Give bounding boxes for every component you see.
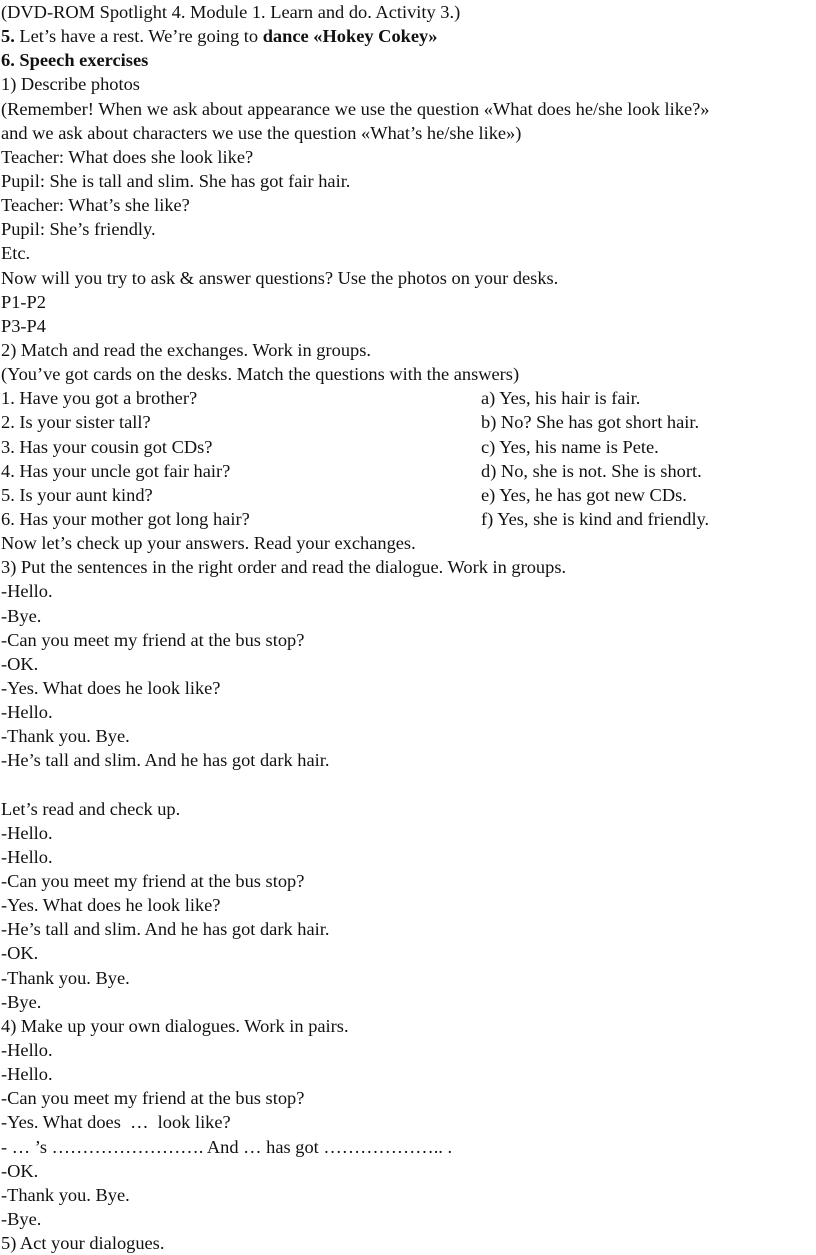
match-question: 1. Have you got a brother?	[1, 388, 198, 409]
jumbled-line: -Thank you. Bye.	[1, 726, 130, 747]
match-question: 2. Is your sister tall?	[1, 412, 151, 433]
template-line: -OK.	[1, 1160, 39, 1181]
match-answer: f) Yes, she is kind and friendly.	[481, 508, 710, 529]
blank-line	[1, 773, 816, 797]
ex2-title: 2) Match and read the exchanges. Work in groups.	[1, 339, 371, 360]
match-pair	[1, 507, 816, 531]
match-pair	[1, 483, 816, 507]
ex1-line: Pupil: She’s friendly.	[1, 219, 156, 240]
ordered-line: -Thank you. Bye.	[1, 967, 130, 988]
template-line: - … ’s ……………………. And … has got ……………….. .	[1, 1136, 453, 1157]
ex1-title: 1) Describe photos	[1, 74, 140, 95]
template-line: -Can you meet my friend at the bus stop?	[1, 1088, 305, 1109]
section-5-bold: dance «Hokey Cokey»	[262, 26, 438, 47]
section-6-title: 6. Speech exercises	[1, 50, 149, 71]
ordered-line: -Can you meet my friend at the bus stop?	[1, 871, 305, 892]
jumbled-line: -Yes. What does he look like?	[1, 677, 221, 698]
match-question: 5. Is your aunt kind?	[1, 484, 153, 505]
ordered-line: -Bye.	[1, 991, 42, 1012]
template-line: -Thank you. Bye.	[1, 1184, 130, 1205]
template-line: -Yes. What does … look like?	[1, 1112, 231, 1133]
ex3-check-title: Let’s read and check up.	[1, 798, 181, 819]
ordered-line: -Hello.	[1, 822, 53, 843]
jumbled-line: -Hello.	[1, 581, 53, 602]
ex1-note-1: (Remember! When we ask about appearance we use the question «What does he/she look like?»	[1, 98, 710, 119]
ex1-line: Now will you try to ask & answer questions? Use the photos on your desks.	[1, 267, 559, 288]
ex2-check: Now let’s check up your answers. Read your exchanges.	[1, 533, 416, 554]
ordered-line: -Hello.	[1, 846, 53, 867]
match-question: 3. Has your cousin got CDs?	[1, 436, 213, 457]
template-line: -Bye.	[1, 1209, 42, 1230]
match-answer: b) No? She has got short hair.	[481, 412, 700, 433]
ex5-title: 5) Act your dialogues.	[1, 1233, 165, 1254]
match-question: 6. Has your mother got long hair?	[1, 508, 250, 529]
ordered-line: -He’s tall and slim. And he has got dark hair.	[1, 919, 330, 940]
jumbled-line: -Bye.	[1, 605, 42, 626]
section-5-line	[1, 24, 816, 48]
ex4-title: 4) Make up your own dialogues. Work in pairs.	[1, 1015, 349, 1036]
jumbled-line: -Hello.	[1, 702, 53, 723]
match-answer: a) Yes, his hair is fair.	[481, 388, 641, 409]
section-5-text: Let’s have a rest. We’re going to	[14, 26, 263, 47]
ex1-line: Etc.	[1, 243, 31, 264]
ex1-line: P3-P4	[1, 315, 46, 336]
ex3-title: 3) Put the sentences in the right order and read the dialogue. Work in groups.	[1, 557, 567, 578]
ex1-line: Teacher: What’s she like?	[1, 195, 190, 216]
jumbled-line: -Can you meet my friend at the bus stop?	[1, 629, 305, 650]
template-line: -Hello.	[1, 1064, 53, 1085]
match-answer: e) Yes, he has got new CDs.	[481, 484, 687, 505]
match-answer: c) Yes, his name is Pete.	[481, 436, 659, 457]
jumbled-line: -OK.	[1, 653, 39, 674]
ex1-line: Teacher: What does she look like?	[1, 146, 254, 167]
match-answer: d) No, she is not. She is short.	[481, 460, 702, 481]
ex2-note: (You’ve got cards on the desks. Match the questions with the answers)	[1, 364, 520, 385]
ex1-line: Pupil: She is tall and slim. She has got fair hair.	[1, 170, 351, 191]
jumbled-line: -He’s tall and slim. And he has got dark hair.	[1, 750, 330, 771]
match-pair	[1, 435, 816, 459]
match-question: 4. Has your uncle got fair hair?	[1, 460, 231, 481]
source-reference: (DVD-ROM Spotlight 4. Module 1. Learn and do. Activity 3.)	[1, 2, 461, 22]
ex1-note-2: and we ask about characters we use the question «What’s he/she like»)	[1, 122, 522, 143]
ex1-line: P1-P2	[1, 291, 46, 312]
match-pair	[1, 386, 816, 410]
ordered-line: -OK.	[1, 943, 39, 964]
ordered-line: -Yes. What does he look like?	[1, 895, 221, 916]
match-pair	[1, 459, 816, 483]
template-line: -Hello.	[1, 1040, 53, 1061]
match-pair	[1, 410, 816, 434]
section-5-number: 5.	[1, 26, 15, 47]
